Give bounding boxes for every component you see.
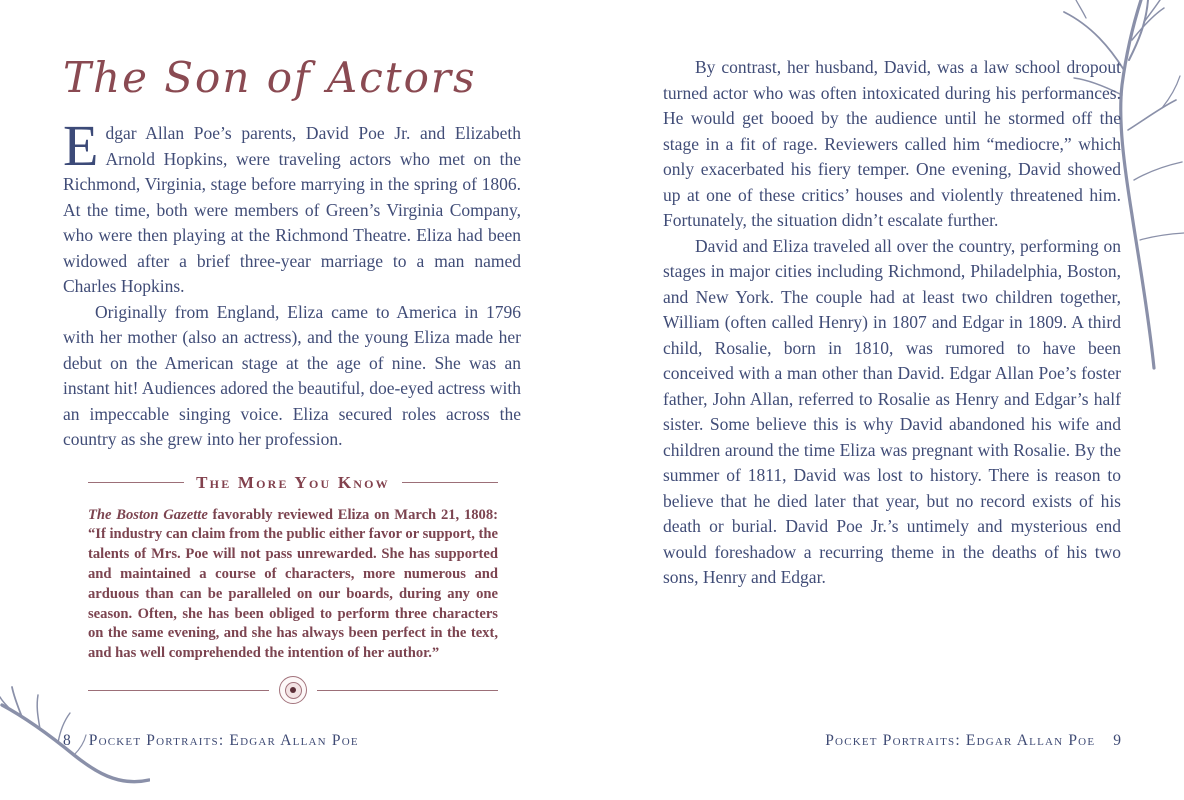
- page-left: [63, 55, 521, 755]
- chapter-title: The Son of Actors: [63, 53, 477, 102]
- divider-line: [317, 690, 498, 691]
- page-right: [663, 55, 1121, 755]
- left-page-footer: [63, 732, 521, 750]
- drop-cap: E: [63, 113, 99, 179]
- medallion-inner-ring: [285, 682, 302, 699]
- publication-name: The Boston Gazette: [88, 506, 208, 523]
- medallion-icon: [279, 676, 307, 704]
- body-paragraph: [63, 113, 521, 300]
- divider-line: [88, 690, 269, 691]
- running-title: Pocket Portraits: Edgar Allan Poe: [825, 732, 1096, 749]
- body-paragraph: Originally from England, Eliza came to America in 1796 with her mother (also an actress), and the young Eliza made her debut on the American stage at the age of nine. She was an instant hit! Audiences adored the beautiful, doe-eyed actress with an impeccable singing voice. Eliza secured roles across the country as she grew into her profession.: [63, 301, 521, 450]
- paragraph-text: dgar Allan Poe’s parents, David Poe Jr. and Elizabeth Arnold Hopkins, were traveling actors who met on the Richmond, Virginia, stage before marrying in the spring of 1806. At the time, both were members of Green’s Virginia Company, who were then playing at the Richmond Theatre. Eliza had been widowed after a brief three-year marriage to a man named Charles Hopkins.: [63, 123, 521, 297]
- sidebar-heading-row: [88, 473, 498, 493]
- sidebar-quote: favorably reviewed Eliza on March 21, 1808: “If industry can claim from the public either favor or support, the talents of Mrs. Poe will not pass unrewarded. She has supported and maintained a course of characters, more numerous and arduous than can be paralleled on our boards, during any one season. Often, she has been obliged to perform three characters on the same evening, and she has always been perfect in the text, and has well comprehended the intention of her author.”: [88, 506, 498, 662]
- divider-line: [88, 482, 184, 483]
- divider-line: [402, 482, 498, 483]
- page-number: 9: [1113, 732, 1121, 749]
- sidebar-heading: The More You Know: [196, 472, 390, 492]
- right-page-footer: [663, 732, 1121, 750]
- body-paragraph: By contrast, her husband, David, was a law school dropout turned actor who was often intoxicated during his performances. He would get booed by the audience until he stormed off the stage in a fit of rage. Reviewers called him “mediocre,” which only exacerbated his fiery temper. One evening, David showed up at one of these critics’ houses and violently threatened him. Fortunately, the situation didn’t escalate further.: [663, 57, 1121, 230]
- sidebar-footer-row: [88, 676, 498, 704]
- running-title: Pocket Portraits: Edgar Allan Poe: [88, 732, 359, 749]
- sidebar-text: [88, 506, 498, 664]
- body-paragraph: David and Eliza traveled all over the country, performing on stages in major cities including Richmond, Philadelphia, Boston, and New York. The couple had at least two children together, William (often called Henry) in 1807 and Edgar in 1809. A third child, Rosalie, born in 1810, was rumored to have been conceived with a man other than David. Edgar Allan Poe’s foster father, John Allan, referred to Rosalie as Henry and Edgar’s half sister. Some believe this is why David abandoned his wife and children around the time Eliza was pregnant with Rosalie. By the summer of 1811, David was lost to history. There is reason to believe that he died later that year, but no record exists of his death or burial. David Poe Jr.’s untimely and mysterious end would foreshadow a recurring theme in the deaths of his two sons, Henry and Edgar.: [663, 235, 1121, 587]
- medallion-center-dot: [290, 687, 296, 693]
- page-number: 8: [63, 732, 71, 749]
- more-you-know-box: [88, 473, 498, 704]
